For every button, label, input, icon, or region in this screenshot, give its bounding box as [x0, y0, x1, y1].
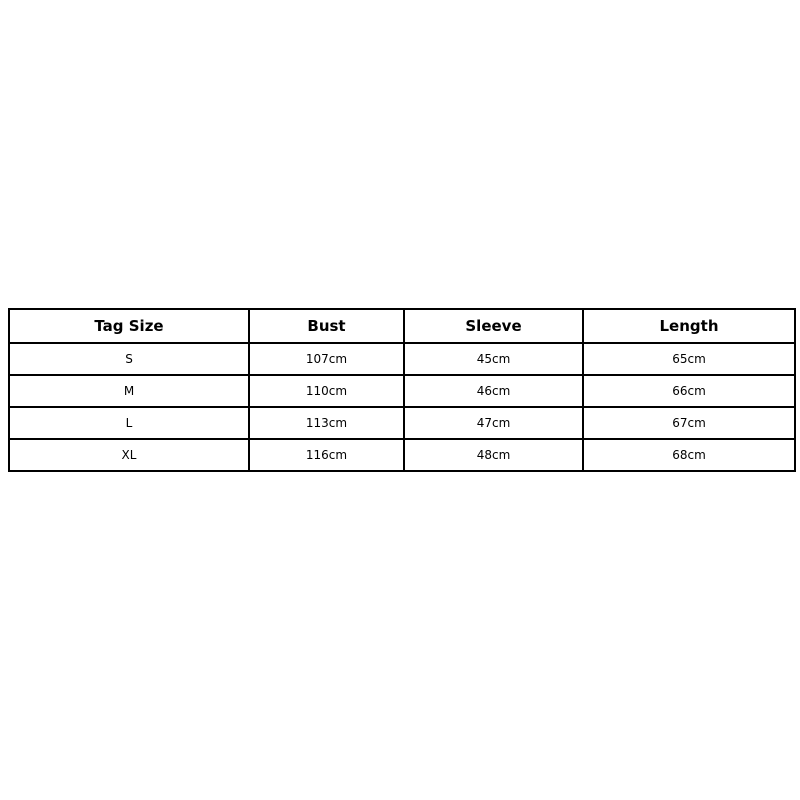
cell-sleeve: 46cm [404, 375, 583, 407]
header-length: Length [583, 309, 795, 343]
cell-tag-size: S [9, 343, 249, 375]
cell-tag-size: M [9, 375, 249, 407]
cell-sleeve: 47cm [404, 407, 583, 439]
header-sleeve: Sleeve [404, 309, 583, 343]
cell-sleeve: 45cm [404, 343, 583, 375]
cell-bust: 113cm [249, 407, 404, 439]
table-header-row [9, 309, 795, 343]
table-row [9, 407, 795, 439]
table-row [9, 375, 795, 407]
cell-tag-size: L [9, 407, 249, 439]
cell-bust: 116cm [249, 439, 404, 471]
cell-sleeve: 48cm [404, 439, 583, 471]
cell-bust: 110cm [249, 375, 404, 407]
size-chart-table [8, 308, 796, 472]
cell-tag-size: XL [9, 439, 249, 471]
header-bust: Bust [249, 309, 404, 343]
header-tag-size: Tag Size [9, 309, 249, 343]
table-row [9, 343, 795, 375]
cell-length: 67cm [583, 407, 795, 439]
cell-bust: 107cm [249, 343, 404, 375]
table-row [9, 439, 795, 471]
cell-length: 65cm [583, 343, 795, 375]
cell-length: 68cm [583, 439, 795, 471]
cell-length: 66cm [583, 375, 795, 407]
